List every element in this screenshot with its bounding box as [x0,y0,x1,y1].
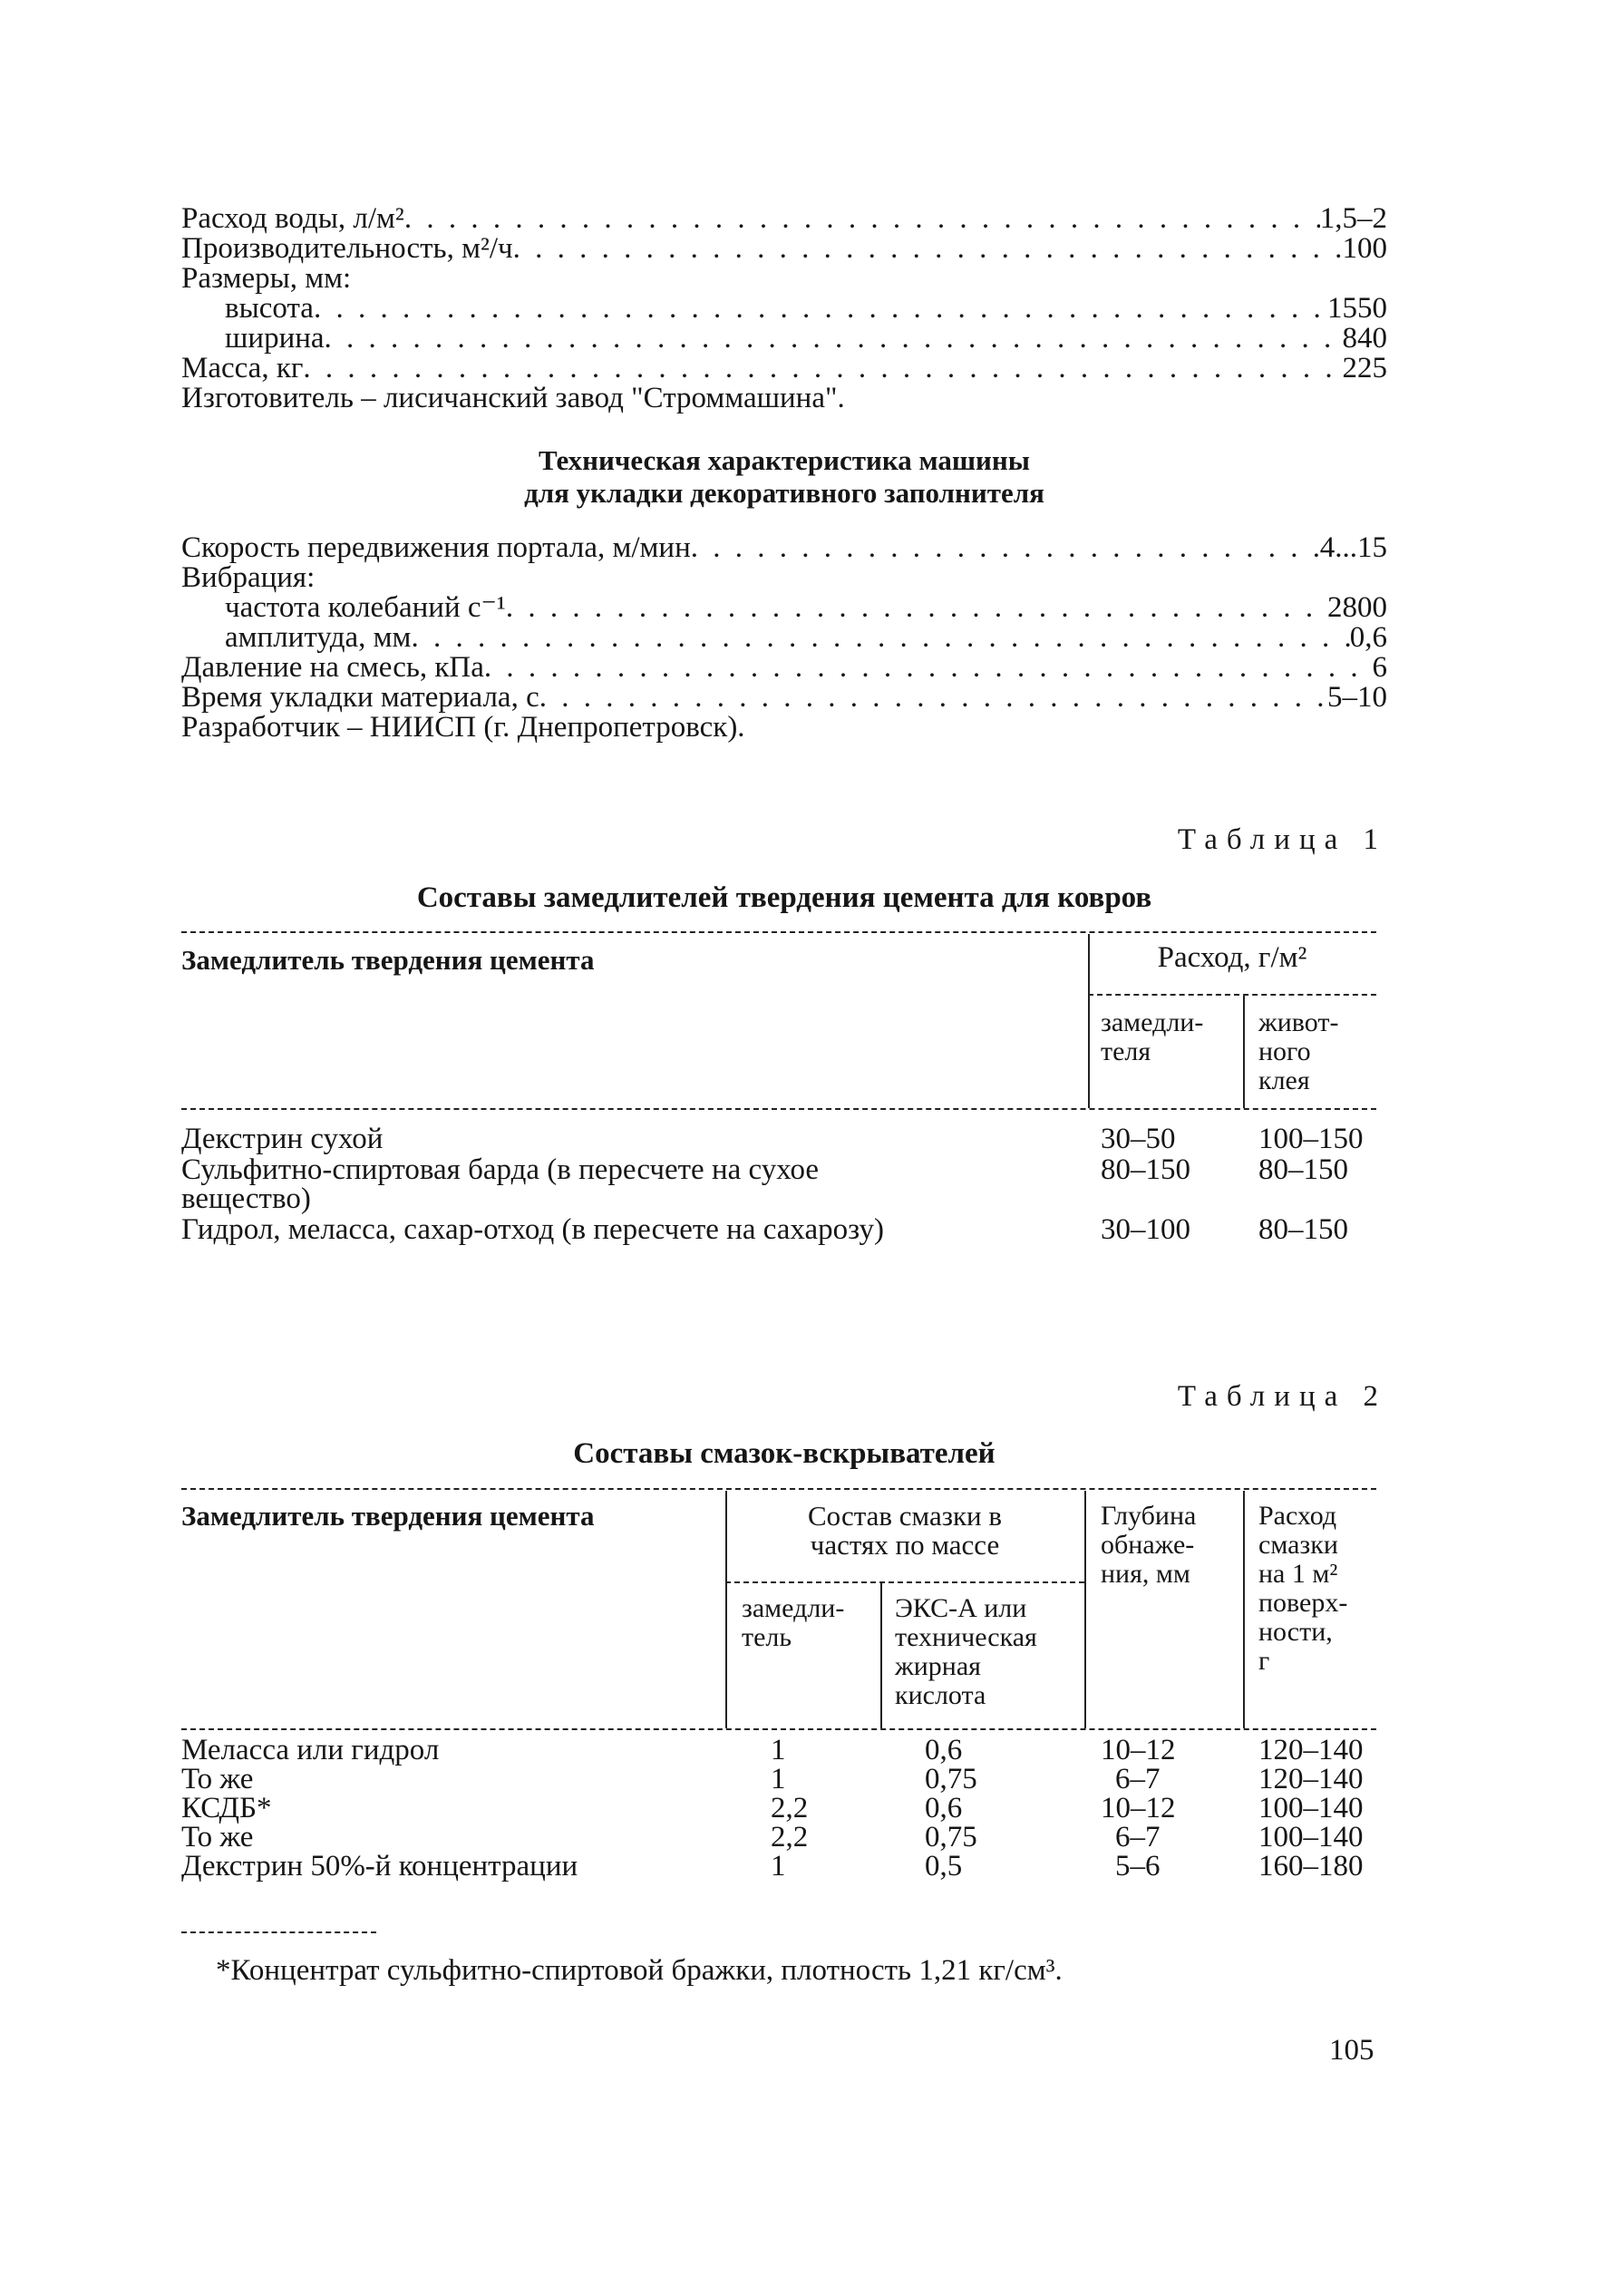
column-divider [1243,996,1245,1108]
cell-value: 120–140 [1258,1734,1364,1766]
spec-value: 1550 [1327,292,1387,325]
column-divider [1243,1491,1245,1728]
spec-row [181,533,1387,563]
cell-value: 5–6 [1115,1850,1161,1883]
table-rule [725,1581,1084,1583]
spec-list-1 [181,204,1387,413]
heading-line: для укладки декоративного заполнителя [524,477,1044,509]
spec-row [181,264,1387,294]
cell-value: 6–7 [1115,1821,1161,1853]
row-name: Сульфитно-спиртовая барда (в пересчете на сухое вещество) [181,1153,820,1215]
row-name: Гидрол, меласса, сахар-отход (в пересчете на сахарозу) [181,1213,884,1246]
table-title: Составы смазок-вскрывателей [573,1437,996,1470]
heading-line: Техническая характеристика машины [539,444,1030,476]
column-header: Замедлитель твердения цемента [181,944,595,976]
table-rule [181,1728,1376,1730]
leader-dots [484,653,1373,683]
spec-value: 840 [1342,322,1387,355]
spec-row [181,354,1387,384]
spec-row [181,294,1387,324]
cell-value: 100–150 [1258,1123,1364,1155]
spec-label: амплитуда, мм [225,621,412,654]
cell-value: 80–150 [1101,1153,1190,1186]
leader-dots [539,683,1327,713]
spec-row [181,683,1387,713]
section-heading [181,444,1387,510]
spec-list-2 [181,533,1387,743]
footnote: *Концентрат сульфитно-спиртовой бражки, плотность 1,21 кг/см³. [216,1954,1063,1987]
spec-label: Масса, кг [181,352,304,384]
table-number: Таблица 1 [1177,823,1387,856]
row-name: Декстрин сухой [181,1123,384,1155]
manufacturer-line: Изготовитель – лисичанский завод "Строммашина". [181,382,845,414]
column-header: Замедлитель твердения цемента [181,1500,595,1532]
subcolumn-header: замедли- теля [1101,1007,1204,1066]
leader-dots [404,204,1320,234]
spec-value: 100 [1342,232,1387,265]
row-name: Меласса или гидрол [181,1734,440,1766]
row-name: Декстрин 50%-й концентрации [181,1850,578,1883]
spec-row [181,204,1387,234]
cell-value: 0,6 [925,1792,963,1824]
spec-value: 4...15 [1319,531,1387,564]
spec-label: ширина [225,322,325,355]
group-header: Расход, г/м² [1157,941,1307,974]
developer-line: Разработчик – НИИСП (г. Днепропетровск). [181,711,745,744]
cell-value: 10–12 [1101,1792,1176,1824]
spec-row [181,653,1387,683]
table-title: Составы замедлителей твердения цемента для ковров [416,881,1152,914]
spec-label: Расход воды, л/м² [181,202,404,235]
table-rule [1088,994,1376,996]
spec-label: Вибрация: [181,561,316,594]
spec-label: частота колебаний с⁻¹ [225,591,506,624]
spec-label: Время укладки материала, с [181,681,539,714]
leader-dots [411,623,1349,653]
spec-label: Производительность, м²/ч [181,232,513,265]
spec-value: 2800 [1327,591,1387,624]
cell-value: 30–50 [1101,1123,1176,1155]
row-name: То же [181,1763,254,1795]
leader-dots [506,593,1327,623]
subcolumn-header: живот- ного клея [1258,1007,1339,1095]
table-row [181,1215,884,1244]
leader-dots [325,324,1343,354]
table-number: Таблица 2 [1177,1380,1387,1413]
row-name: То же [181,1821,254,1853]
leader-dots [691,533,1320,563]
spec-row [181,234,1387,264]
table-rule [181,1488,1376,1490]
spec-label: Размеры, мм: [181,262,352,295]
column-divider [1084,1491,1086,1728]
table-row [181,1765,253,1794]
column-header: Глубина обнаже- ния, мм [1101,1501,1197,1589]
cell-value: 0,5 [925,1850,963,1883]
cell-value: 1 [771,1763,786,1795]
cell-value: 0,6 [925,1734,963,1766]
row-name: КСДБ* [181,1792,272,1824]
cell-value: 100–140 [1258,1792,1364,1824]
cell-value: 1 [771,1850,786,1883]
leader-dots [513,234,1343,264]
table-row [181,1124,383,1153]
cell-value: 6–7 [1115,1763,1161,1795]
cell-value: 30–100 [1101,1213,1190,1246]
subcolumn-header: ЭКС-А или техническая жирная кислота [895,1593,1037,1710]
cell-value: 80–150 [1258,1153,1348,1186]
table-row [181,1852,578,1881]
spec-value: 5–10 [1327,681,1387,714]
table-row [181,1736,439,1765]
cell-value: 10–12 [1101,1734,1176,1766]
cell-value: 2,2 [771,1792,809,1824]
group-header: Состав смазки в частях по массе [808,1500,1002,1561]
leader-dots [303,354,1342,384]
footnote-rule [181,1931,376,1933]
spec-value: 0,6 [1349,621,1387,654]
cell-value: 100–140 [1258,1821,1364,1853]
cell-value: 2,2 [771,1821,809,1853]
spec-label: Скорость передвижения портала, м/мин [181,531,691,564]
cell-value: 0,75 [925,1763,977,1795]
column-header: Расход смазки на 1 м² поверх- ности, г [1258,1501,1348,1676]
cell-value: 1 [771,1734,786,1766]
cell-value: 0,75 [925,1821,977,1853]
table-row [181,1794,272,1823]
table-row [181,1823,253,1852]
spec-label: Давление на смесь, кПа [181,651,484,684]
cell-value: 160–180 [1258,1850,1364,1883]
table-row [181,1155,819,1213]
cell-value: 80–150 [1258,1213,1348,1246]
spec-value: 6 [1372,651,1387,684]
cell-value: 120–140 [1258,1763,1364,1795]
subcolumn-header: замедли- тель [742,1593,845,1652]
spec-label: высота [225,292,314,325]
spec-row [181,563,1387,593]
spec-row [181,593,1387,623]
table-rule [181,1108,1376,1110]
table-rule [181,931,1376,933]
spec-value: 1,5–2 [1319,202,1387,235]
spec-row [181,324,1387,354]
page-number: 105 [1329,2034,1374,2067]
spec-row [181,623,1387,653]
leader-dots [314,294,1327,324]
column-divider [880,1583,882,1728]
spec-value: 225 [1342,352,1387,384]
